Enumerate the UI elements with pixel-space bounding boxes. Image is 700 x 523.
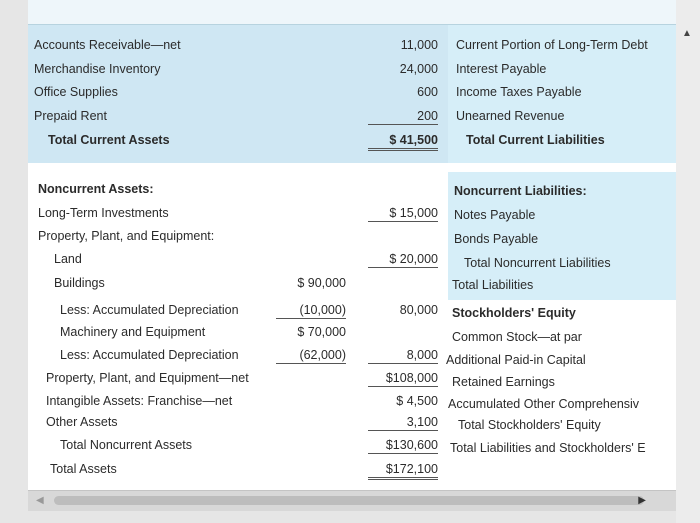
- scroll-right-icon[interactable]: ▶: [638, 495, 646, 506]
- total-current-assets-label: Total Current Assets: [48, 133, 170, 147]
- buildings-net-amount: 80,000: [399, 303, 438, 317]
- apic-label: Additional Paid-in Capital: [446, 353, 586, 367]
- noncurrent-liabilities-heading: Noncurrent Liabilities:: [454, 184, 587, 198]
- machinery-label: Machinery and Equipment: [60, 325, 206, 339]
- less-dep-machinery-label: Less: Accumulated Depreciation: [60, 348, 239, 362]
- retained-earnings-label: Retained Earnings: [452, 375, 555, 389]
- other-assets-amount: 3,100: [368, 414, 438, 431]
- inventory-label: Merchandise Inventory: [34, 62, 161, 76]
- machinery-amount: $ 70,000: [297, 325, 346, 339]
- supplies-label: Office Supplies: [34, 85, 118, 99]
- vertical-scrollbar[interactable]: [676, 0, 700, 523]
- income-taxes-payable-label: Income Taxes Payable: [456, 85, 582, 99]
- total-equity-label: Total Stockholders' Equity: [458, 418, 601, 432]
- less-dep-buildings-label: Less: Accumulated Depreciation: [60, 303, 239, 317]
- total-assets-label: Total Assets: [50, 462, 117, 476]
- common-stock-label: Common Stock—at par: [452, 330, 582, 344]
- horizontal-scrollbar[interactable]: [28, 490, 676, 511]
- horizontal-scroll-thumb[interactable]: [54, 496, 644, 505]
- total-assets-amount: $172,100: [368, 461, 438, 480]
- total-noncurrent-liabilities-label: Total Noncurrent Liabilities: [464, 256, 611, 270]
- cur-portion-ltd-label: Current Portion of Long-Term Debt: [456, 38, 648, 52]
- aoci-label: Accumulated Other Comprehensiv: [448, 397, 640, 411]
- land-label: Land: [54, 252, 82, 266]
- ar-amount: 11,000: [400, 38, 438, 52]
- total-liabilities-label: Total Liabilities: [452, 278, 534, 292]
- buildings-label: Buildings: [54, 276, 105, 290]
- total-noncurrent-assets-amount: $130,600: [368, 437, 438, 454]
- scroll-up-icon[interactable]: ▲: [682, 28, 692, 39]
- supplies-amount: 600: [417, 85, 438, 99]
- total-current-liabilities-label: Total Current Liabilities: [466, 133, 605, 147]
- inventory-amount: 24,000: [399, 62, 438, 76]
- ppe-heading: Property, Plant, and Equipment:: [38, 229, 215, 243]
- ppe-net-label: Property, Plant, and Equipment—net: [46, 371, 249, 385]
- interest-payable-label: Interest Payable: [456, 62, 547, 76]
- lti-amount: $ 15,000: [368, 205, 438, 222]
- total-current-assets-amount: $ 41,500: [368, 132, 438, 151]
- lti-label: Long-Term Investments: [38, 206, 169, 220]
- prepaid-rent-amount: 200: [368, 108, 438, 125]
- less-dep-buildings-amount: (10,000): [276, 302, 346, 319]
- ppe-net-amount: $108,000: [368, 370, 438, 387]
- less-dep-machinery-amount: (62,000): [276, 347, 346, 364]
- intangible-amount: $ 4,500: [396, 394, 438, 408]
- ar-label: Accounts Receivable—net: [34, 38, 181, 52]
- intangible-label: Intangible Assets: Franchise—net: [46, 394, 233, 408]
- bonds-payable-label: Bonds Payable: [454, 232, 539, 246]
- buildings-amount: $ 90,000: [297, 276, 346, 290]
- balance-sheet: [28, 0, 676, 490]
- notes-payable-label: Notes Payable: [454, 208, 536, 222]
- noncurrent-assets-heading: Noncurrent Assets:: [38, 182, 154, 196]
- cropped-header-row: [28, 0, 676, 25]
- total-noncurrent-assets-label: Total Noncurrent Assets: [60, 438, 193, 452]
- other-assets-label: Other Assets: [46, 415, 118, 429]
- prepaid-rent-label: Prepaid Rent: [34, 109, 107, 123]
- scroll-left-icon[interactable]: ◀: [36, 495, 44, 506]
- total-liab-equity-label: Total Liabilities and Stockholders' E: [450, 441, 646, 455]
- machinery-net-amount: 8,000: [368, 347, 438, 364]
- land-amount: $ 20,000: [368, 251, 438, 268]
- unearned-revenue-label: Unearned Revenue: [456, 109, 565, 123]
- equity-heading: Stockholders' Equity: [452, 306, 576, 320]
